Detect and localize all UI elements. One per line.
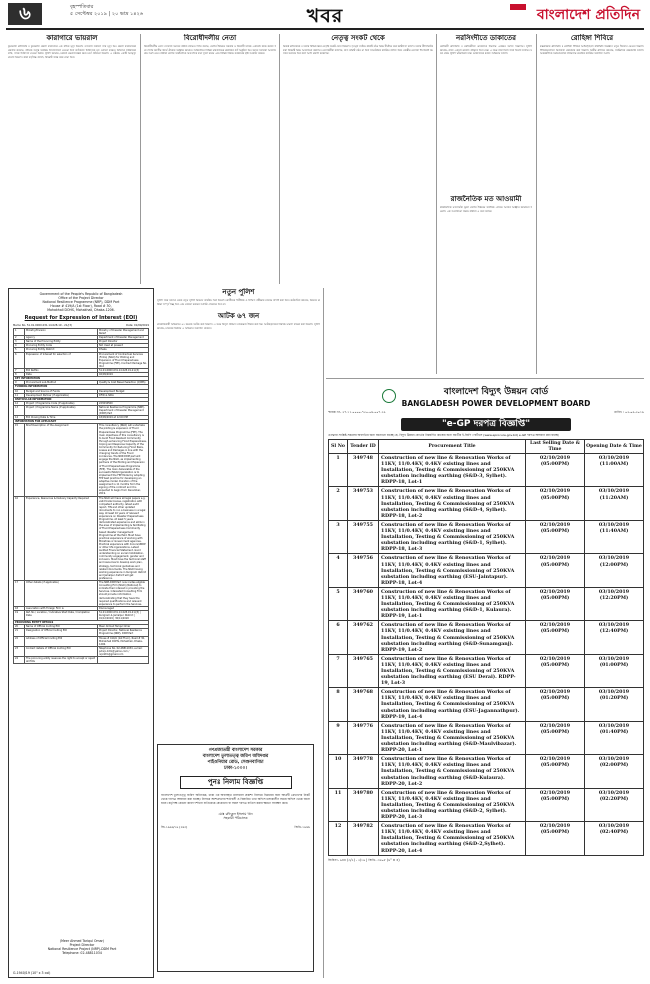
tender-cell-sell: 02/10/2019 (05:00PM) bbox=[526, 688, 585, 721]
tender-cell-id: 349778 bbox=[348, 755, 379, 788]
eoi-row bbox=[14, 657, 149, 664]
eoi-row bbox=[14, 329, 149, 336]
auction-code: জি-১৯৯৬/১৯ (২x৩) bbox=[161, 824, 188, 829]
sign-title: সহকারী পরিচালক bbox=[223, 816, 248, 821]
bpdb-date: তারিখ : ০২-০৯-২০১৯ bbox=[613, 410, 644, 414]
eoi-table bbox=[13, 328, 149, 664]
tender-cell-sl: 8 bbox=[329, 688, 348, 721]
eoi-cell-value: Project Director, National Resilience Programme (NRP), DDM Part bbox=[98, 629, 149, 636]
tender-cell-sl: 6 bbox=[329, 621, 348, 654]
tender-cell-open: 03/10/2019 (11:40AM) bbox=[585, 520, 644, 553]
eoi-cell-no: 12 bbox=[14, 401, 25, 405]
eoi-cell-no: 14 bbox=[14, 416, 25, 420]
eoi-cell-no: 21 bbox=[14, 629, 25, 636]
eoi-cell-value: DFID & SIDA bbox=[98, 393, 149, 397]
col-title: Procurement Title bbox=[379, 440, 526, 454]
eoi-cell-no: 17 bbox=[14, 581, 25, 607]
tender-cell-sl: 7 bbox=[329, 654, 348, 687]
eoi-title: Request for Expression of Interest (EOI) bbox=[24, 315, 138, 321]
egp-banner: "e-GP দরপত্র বিজ্ঞপ্তি" bbox=[401, 418, 571, 431]
newspaper-logo: বাংলাদেশ প্রতিদিন bbox=[536, 7, 640, 23]
eoi-cell-value: Department of Disaster Management bbox=[98, 336, 149, 340]
tender-cell-sl: 12 bbox=[329, 822, 348, 855]
tender-cell-sell: 02/10/2019 (05:00PM) bbox=[526, 487, 585, 520]
eoi-cell-label: Designation of Official Inviting EOI bbox=[25, 629, 98, 636]
eoi-cell-value: Meer Ahmed Tariqul Omar bbox=[98, 625, 149, 629]
article-headline: নতুন পুলিশ bbox=[222, 288, 255, 296]
col-sl: Sl No bbox=[329, 440, 348, 454]
weekday: বৃহস্পতিবার bbox=[70, 4, 94, 10]
article-body: নিজস্ব প্রতিবেদক ॥ দলের বিভিন্ন স্তরে নেতৃত্ব সংকট দেখা দিয়েছে। তৃণমূল পর্যায়ে কমিটি গঠন নিয়ে দীর্ঘদিন ধরে জটিলতা চলছে। দলের নীতিনির্ধারকরা বিষয়টি নিয়ে আলোচনা করছেন। নেতাকর্মীরা বলছেন, দ্রুত কমিটি গঠন না হলে সাংগঠনিক কার্যক্রম ব্যাহত হবে। কেন্দ্রীয় নেতারা শিগগিরই সমস্যার সমাধান হবে বলে আশা প্রকাশ করেছেন। bbox=[283, 45, 433, 56]
eoi-row bbox=[14, 629, 149, 636]
eoi-memo: Memo No. 51.01.0000.031.14.028.19 - 21/(3) bbox=[13, 324, 72, 327]
eoi-gov-line: National Resilience Programme (NRP), DDM Part bbox=[42, 300, 120, 304]
eoi-cell-label: The procuring entity reserves the right to accept or reject all EOIs bbox=[25, 657, 98, 664]
date: ৫ সেপ্টেম্বর ২০১৯ | ২০ ভাদ্র ১৪২৬ bbox=[70, 11, 144, 17]
eoi-cell-value: Discouraged bbox=[98, 606, 149, 610]
eoi-row bbox=[14, 636, 149, 646]
eoi-cell-no: 6 bbox=[14, 352, 25, 368]
eoi-cell-no: 10 bbox=[14, 389, 25, 393]
article-headline: রোহিঙ্গা শিবিরে bbox=[570, 34, 614, 42]
eoi-row bbox=[14, 424, 149, 496]
eoi-header bbox=[13, 292, 149, 312]
eoi-ad-code: G-1940/19 (10" x 3 col) bbox=[13, 971, 51, 975]
article-headline: আটক ৬৭ জন bbox=[217, 312, 260, 321]
eoi-advertisement bbox=[8, 288, 154, 978]
auction-line: গণপ্রজাতন্ত্রী বাংলাদেশ সরকার bbox=[208, 748, 263, 753]
auction-header bbox=[161, 748, 310, 772]
eoi-cell-label: Procuring Entity Code bbox=[25, 344, 98, 348]
column-divider bbox=[140, 34, 141, 284]
eoi-cell-value: Dhaka bbox=[98, 348, 149, 352]
eoi-cell-value: Not Used at present bbox=[98, 344, 149, 348]
article-body: কক্সবাজার প্রতিনিধি ॥ রোহিঙ্গা শিবিরে আইনশৃঙ্খলা পরিস্থিতি নিয়ন্ত্রণে নতুন উদ্যোগ নেওয়া হয়েছে। শিবিরগুলোতে নিরাপত্তা জোরদার করা হয়েছে। স্থানীয় প্রশাসন জানায়, সার্বক্ষণিক নজরদারি চলছে। আন্তর্জাতিক সংস্থাগুলোর সহায়তায় মানবিক কার্যক্রম অব্যাহত আছে। bbox=[540, 45, 644, 56]
eoi-cell-label: PROCURING ENTITY DETAILS bbox=[14, 621, 149, 625]
tender-cell-open: 03/10/2019 (01:40PM) bbox=[585, 721, 644, 754]
eoi-cell-value: Project Director bbox=[98, 340, 149, 344]
bpdb-tender-notice bbox=[328, 384, 644, 978]
article-headline: নেতৃত্ব সংকট থেকে bbox=[331, 34, 385, 42]
eoi-cell-label: Expression of Interest for selection of bbox=[25, 352, 98, 368]
article-body: বিরোধীদলীয় নেতা গতকাল সংসদে বক্তব্য রাখেন। তিনি বলেন, দেশের উন্নয়নে সরকার ও বিরোধী দলকে একসঙ্গে কাজ করতে হবে। তিনি জাতীয় স্বার্থে ঐক্যের আহ্বান জানান। অধিবেশনে বিভিন্ন মন্ত্রণালয়ের প্রশ্নোত্তর পর্ব অনুষ্ঠিত হয়। সংসদ সদস্যরা আলোচনায় অংশ নেন। বক্তারা দেশের অর্থনৈতিক অগ্রগতির কথা তুলে ধরেন এবং বিভিন্ন বিষয়ে সরকারের দৃষ্টি আকর্ষণ করেন। bbox=[144, 45, 276, 56]
eoi-gov-line: Office of the Project Director bbox=[58, 296, 104, 300]
eoi-cell-label: EOI Closing Date & Time bbox=[25, 416, 98, 420]
tender-cell-title: Construction of new line & Renovation Works of 11KV, 11/0.4KV, 0.4KV existing lines and Installation, Testing & Commissioning of 250KVA substation including earthing (S&D-2, Sylhet). RDPP-20, Lot-3 bbox=[379, 788, 526, 821]
tender-cell-sl: 4 bbox=[329, 554, 348, 587]
eoi-cell-label: Budget and Source of Funds bbox=[25, 389, 98, 393]
eoi-cell-no: 22 bbox=[14, 636, 25, 646]
eoi-cell-value: The NRP-DDM Part now invites eligible Consulting Firm (NGO) (National) to indicate their interest in providing the Services. Interested Consulting Firm should provide information demonstrating that they have the required qualifications and relevant experience to perform the Services. bbox=[98, 581, 149, 607]
tender-cell-title: Construction of new line & Renovation Works of 11KV, 11/0.4KV, 0.4KV existing lines and Installation, Testing & Commissioning of 250KVA substation including earthing (S&D-Sunamganj). RDPP-19, Lot-2 bbox=[379, 621, 526, 654]
eoi-cell-value: 18/09/2019 at 12:00 PM bbox=[98, 416, 149, 420]
middle-news-column bbox=[157, 288, 320, 740]
tender-cell-sl: 9 bbox=[329, 721, 348, 754]
eoi-cell-no: 16 bbox=[14, 496, 25, 581]
eoi-cell-value: Development Budget bbox=[98, 389, 149, 393]
section-divider bbox=[326, 378, 644, 379]
eoi-cell-label: EOI Ref.No bbox=[25, 369, 98, 373]
tender-row bbox=[329, 454, 644, 487]
tender-cell-open: 03/10/2019 (12:20PM) bbox=[585, 587, 644, 620]
eoi-cell-no: 7 bbox=[14, 369, 25, 373]
tender-cell-title: Construction of new line & Renovation Works of 11KV, 11/0.4KV, 0.4KV existing lines and Installation, Testing & Commissioning of 250KVA substation including earthing (S&D-1, Kulaura). RDPP-19, Lot-1 bbox=[379, 587, 526, 620]
eoi-cell-value: National Resilience Programme (NRP)-Department of Disaster Management (DDM) Part bbox=[98, 405, 149, 415]
eoi-cell-label: Procurement sub-Method bbox=[25, 381, 98, 385]
tender-cell-open: 03/10/2019 (12:00PM) bbox=[585, 554, 644, 587]
eoi-cell-value bbox=[98, 657, 149, 664]
sign-phone: Telephone: 02-48811034 bbox=[62, 951, 102, 955]
auction-notice bbox=[157, 744, 314, 972]
tender-cell-open: 03/10/2019 (11:00AM) bbox=[585, 454, 644, 487]
article-body: মাদকবিরোধী অভিযানে ৬৭ জনকে আটক করা হয়েছে। এ সময় বিপুল পরিমাণ মাদকদ্রব্য উদ্ধার করা হয়। আটককৃতদের বিরুদ্ধে মামলা দায়ের করা হয়েছে। পুলিশ জানায়, মাদকের বিরুদ্ধে এ অভিযান অব্যাহত থাকবে। bbox=[157, 323, 320, 330]
tender-cell-title: Construction of new line & Renovation Works of 11KV, 11/0.4KV, 0.4KV existing lines and Installation, Testing & Commissioning of 250KVA substation including earthing (S&D-4, Sylhet). RDPP-18, Lot-2 bbox=[379, 487, 526, 520]
col-opening: Opening Date & Time bbox=[585, 440, 644, 454]
eoi-cell-value: Procurement of Contractual Services (Firms) (NGO) for Piloting and Expansion of Flood Preparedness Programme (FPP), Contract Package No. ID-2 bbox=[99, 352, 147, 368]
eoi-cell-label: Association with Foreign Firm is bbox=[25, 606, 98, 610]
tender-cell-sell: 02/10/2019 (05:00PM) bbox=[526, 554, 585, 587]
article-6 bbox=[540, 34, 644, 374]
article-1 bbox=[8, 34, 136, 284]
article-body: পুলিশ সদর দফতর থেকে নতুন পুলিশ নিয়োগ কার্যক্রম শুরু হয়েছে। প্রার্থীদের শারীরিক ও লিখিত পরীক্ষার মাধ্যমে বাছাই করা হবে। কর্মকর্তারা জানান, নিয়োগ প্রক্রিয়া সম্পূর্ণ স্বচ্ছ হবে এবং কোনো ধরনের আর্থিক লেনদেন হবে না। bbox=[157, 299, 320, 306]
eoi-row bbox=[14, 352, 149, 368]
eoi-cell-value: Ministry of Disaster Management and Relief bbox=[98, 329, 149, 336]
tender-cell-title: Construction of new line & Renovation Works of 11KV, 11/0.4KV, 0.4KV existing lines and Installation, Testing & Commissioning of 250KVA substation including earthing (S&D-Maulvibazar). RDPP-20, Lot-1 bbox=[379, 721, 526, 754]
column-divider bbox=[279, 34, 280, 284]
eoi-cell-no: 3 bbox=[14, 340, 25, 344]
tender-cell-open: 03/10/2019 (12:40PM) bbox=[585, 621, 644, 654]
eoi-gov-line: Government of the People's Republic of Bangladesh bbox=[39, 292, 123, 296]
tender-cell-open: 03/10/2019 (02:20PM) bbox=[585, 788, 644, 821]
tender-row bbox=[329, 755, 644, 788]
eoi-cell-label: PARTICULAR INFORMATION bbox=[14, 397, 149, 401]
tender-cell-title: Construction of new line & Renovation Works of 11KV, 11/0.4KV, 0.4KV existing lines and Installation, Testing & Commissioning of 250KVA substation including earthing (ESU Derai). RDPP-19, Lot-3 bbox=[379, 654, 526, 687]
tender-cell-sell: 02/10/2019 (05:00PM) bbox=[526, 454, 585, 487]
eoi-cell-value: The NGO will have all legal papers e.g. valid trade license, registration with competent authority, latest audit report, TIN and other updated documents to run a business in a legal way. At least 10 years of relevant experience on Disaster Preparedness Programme. At least 5 years demonstrated experience and skills in the area of implementing & facilitating of Flood Preparedness Community based disaster management Programme at the field. Must have practical experience of working with Ministries or Government agencies. Practical experience with donors/UNDP or other UN organizations. Latest Audited Financial Statement. Good understanding on social mobilization, community engagement, gender and inclusion. Must have the technical staff and resources to develop work plan, strategy, technical guidelines and related documents. The NGO having working experience in Kurigram district and Jamalpur district will get preference. bbox=[98, 496, 149, 581]
bpdb-title-en: BANGLADESH POWER DEVELOPMENT BOARD bbox=[401, 399, 591, 408]
article-body: চুয়াডাঙ্গা প্রতিনিধি ॥ চুয়াডাঙ্গা জেলা কারাগারে এক বন্দির মৃত্যু হয়েছে। গতকাল সকালে তার মৃত্যু হয়। জেলা কারাগারের জেলার জানান, বন্দিকে অসুস্থ অবস্থায় হাসপাতালে নেওয়া হলে কর্তব্যরত চিকিৎসক মৃত ঘোষণা করেন। নিহতের পরিবারের দাবি, তাকে চিকিৎসা দেওয়া হয়নি। পুলিশ জানায়, মরদেহ ময়নাতদন্তের জন্য মর্গে পাঠানো হয়েছে। এ ঘটনায় একটি অপমৃত্যু মামলা হয়েছে। কারা কর্তৃপক্ষ বলছে, বিষয়টি তদন্ত করে দেখা হবে। bbox=[8, 45, 136, 59]
eoi-cell-label: INFORMATION FOR APPLICANT bbox=[14, 420, 149, 424]
eoi-cell-no: 24 bbox=[14, 657, 25, 664]
tender-cell-sell: 02/10/2019 (05:00PM) bbox=[526, 755, 585, 788]
eoi-cell-label: Address of Official Inviting EOI bbox=[25, 636, 98, 646]
eoi-cell-no: 15 bbox=[14, 424, 25, 496]
tender-cell-sell: 02/10/2019 (05:00PM) bbox=[526, 822, 585, 855]
sign-name: মোঃ রফিকুল ইসলাম খান bbox=[218, 811, 253, 816]
col-tender-id: Tender ID bbox=[348, 440, 379, 454]
tender-cell-id: 349765 bbox=[348, 654, 379, 687]
tender-cell-id: 349776 bbox=[348, 721, 379, 754]
eoi-cell-value: Quality & Cost Based Selection (QCBS) bbox=[98, 381, 149, 385]
eoi-date: Date: 01/09/2019 bbox=[126, 324, 149, 327]
eoi-signature bbox=[19, 939, 145, 955]
eoi-cell-label: Date bbox=[25, 373, 98, 377]
eoi-cell-value: 02/09/2019 bbox=[98, 373, 149, 377]
eoi-cell-label: Name of the Procuring Entity bbox=[25, 340, 98, 344]
eoi-cell-label: Ref. No / Location / Indicative Start Date / Completion Date bbox=[25, 610, 98, 620]
date-block bbox=[70, 4, 143, 18]
eoi-cell-label: Procuring Entity District bbox=[25, 348, 98, 352]
tender-cell-id: 349780 bbox=[348, 788, 379, 821]
tender-cell-open: 03/10/2019 (02:00PM) bbox=[585, 755, 644, 788]
tender-row bbox=[329, 688, 644, 721]
tender-cell-id: 349756 bbox=[348, 554, 379, 587]
tender-cell-sell: 02/10/2019 (05:00PM) bbox=[526, 587, 585, 620]
page-header bbox=[0, 0, 650, 28]
eoi-cell-no: 20 bbox=[14, 625, 25, 629]
column-divider bbox=[323, 288, 324, 978]
eoi-cell-label: Brief Description of the Assignment bbox=[25, 424, 98, 496]
eoi-gov-line: Mohakhali DOHS, Mohakhali, Dhaka-1206. bbox=[47, 308, 115, 312]
bpdb-intro: এতদ্বারা সংশ্লিষ্ট সকলের অবগতির জন্য জানানো যাচ্ছে যে, বিদ্যুৎ উন্নয়ন বোর্ডের নিম্নবর্ণিত কাজের জন্য জাতীয় ই-জিপি পোর্টালে (www.eprocure.gov.bd) e-GP দরপত্র আহবান করা যাচ্ছে। bbox=[328, 433, 560, 437]
eoi-cell-label: Agency bbox=[25, 336, 98, 340]
article-body: রাজনৈতিক মতপার্থক্য ভুলে দেশের উন্নয়নে সবাইকে এগিয়ে আসার আহ্বান জানানো হয়েছে। এক আলোচনা সভায় বক্তারা এ কথা বলেন। bbox=[440, 206, 532, 213]
eoi-cell-no: 18 bbox=[14, 606, 25, 610]
auction-gd: জিডি-১৯৬৬ bbox=[294, 824, 310, 829]
eoi-row bbox=[14, 581, 149, 607]
tender-cell-sl: 1 bbox=[329, 454, 348, 487]
sign-title: Project Director bbox=[69, 943, 95, 947]
logo-mark bbox=[510, 4, 526, 10]
eoi-cell-no: 13 bbox=[14, 405, 25, 415]
eoi-cell-value: Telephone No. 02-48811034, e-mail: pdnrp.ddm@yahoo.com / nrpddm@gmail.com bbox=[98, 646, 149, 656]
eoi-cell-label: Contact details of Official Inviting EOI bbox=[25, 646, 98, 656]
article-headline: বিরোধীদলীয় নেতা bbox=[183, 34, 237, 42]
bpdb-emblem-icon bbox=[382, 389, 396, 403]
tender-row bbox=[329, 788, 644, 821]
tender-cell-title: Construction of new line & Renovation Works of 11KV, 11/0.4KV, 0.4KV existing lines and Installation, Testing & Commissioning of 250KVA substation including earthing (S&D-1, Sylhet). RDPP-18, Lot-3 bbox=[379, 520, 526, 553]
eoi-cell-no: 2 bbox=[14, 336, 25, 340]
tender-cell-id: 349753 bbox=[348, 487, 379, 520]
column-divider bbox=[436, 34, 437, 374]
tender-cell-sl: 5 bbox=[329, 587, 348, 620]
tender-table bbox=[328, 439, 644, 856]
header-rule bbox=[6, 28, 644, 30]
auction-title: পুনঃ নিলাম বিজ্ঞপ্তি bbox=[180, 776, 292, 789]
tender-cell-id: 349755 bbox=[348, 520, 379, 553]
tender-cell-sl: 2 bbox=[329, 487, 348, 520]
eoi-cell-no: 19 bbox=[14, 610, 25, 620]
eoi-cell-no: 4 bbox=[14, 344, 25, 348]
auction-signature bbox=[161, 812, 310, 821]
eoi-row bbox=[14, 405, 149, 415]
tender-cell-title: Construction of new line & Renovation Works of 11KV, 11/0.4KV, 0.4KV existing lines and Installation, Testing & Commissioning of 250KVA substation including earthing (S&D-Kulaura). RDPP-20, Lot-2 bbox=[379, 755, 526, 788]
eoi-cell-no: 11 bbox=[14, 393, 25, 397]
bpdb-header bbox=[328, 384, 644, 408]
eoi-row bbox=[14, 610, 149, 620]
article-headline: নরসিংদীতে ডাকাতের bbox=[456, 34, 516, 42]
tender-row bbox=[329, 587, 644, 620]
eoi-row bbox=[14, 646, 149, 656]
col-last-selling: Last Selling Date & Time bbox=[526, 440, 585, 454]
eoi-cell-label: Other details (if applicable) bbox=[25, 581, 98, 607]
article-2 bbox=[144, 34, 276, 284]
eoi-cell-label: Name of Official Inviting EOI bbox=[25, 625, 98, 629]
tender-cell-sell: 02/10/2019 (05:00PM) bbox=[526, 520, 585, 553]
auction-line: পাইওনিয়ার রোড, সেগুনবাগিচা bbox=[207, 760, 264, 765]
auction-line: ঢাকা-১০০০। bbox=[224, 766, 247, 771]
auction-body: বাংলাদেশ তুলাতত্ত্ব জরিপ অধিদপ্তর, ঢাকা এর অব্যবহৃত মালামাল প্রকাশ্য নিলামে বিক্রয়ের জন্য আগ্রহী ক্রেতাদের নিকট থেকে দরপত্র আহবান করা যাচ্ছে। নিলামে অংশগ্রহণের শর্তাবলী ও বিস্তারিত তথ্য অফিস চলাকালীন সময়ে অফিস থেকে জানা যাবে। কর্তৃপক্ষ কোনো কারণ দর্শানো ব্যতিরেকে যেকোনো বা সকল দরপত্র বাতিল করার ক্ষমতা সংরক্ষণ করে। bbox=[161, 793, 310, 806]
sign-name: (Meer Ahmed Tariqul Omar) bbox=[59, 939, 105, 943]
article-5 bbox=[440, 195, 532, 375]
tender-cell-id: 349768 bbox=[348, 688, 379, 721]
eoi-gov-line: House # 419/A (1st Floor), Road # 30, bbox=[50, 304, 112, 308]
sign-org: National Resilience Project (NRP)-DDM Part bbox=[47, 947, 117, 951]
article-headline: কারাগারে ভায়রাল bbox=[46, 34, 98, 42]
tender-cell-open: 03/10/2019 (11:20AM) bbox=[585, 487, 644, 520]
tender-row bbox=[329, 554, 644, 587]
eoi-row bbox=[14, 496, 149, 581]
bpdb-memo: স্মারক নং- ২৭.১১.০০০০.৭৫০.০৬.০০৭.১৯ bbox=[328, 410, 386, 414]
tender-cell-id: 349762 bbox=[348, 621, 379, 654]
eoi-cell-no: 23 bbox=[14, 646, 25, 656]
eoi-cell-no: 1 bbox=[14, 329, 25, 336]
eoi-cell-label: Experience, Resources & Delivery Capacity Required bbox=[25, 496, 98, 581]
tender-row bbox=[329, 822, 644, 855]
eoi-cell-no: 5 bbox=[14, 348, 25, 352]
tender-cell-open: 03/10/2019 (01:00PM) bbox=[585, 654, 644, 687]
eoi-cell-label: Ministry/Division bbox=[25, 329, 98, 336]
bpdb-title-bn: বাংলাদেশ বিদ্যুৎ উন্নয়ন বোর্ড bbox=[443, 387, 549, 397]
section-title: খবর bbox=[306, 5, 344, 27]
tender-cell-id: 349782 bbox=[348, 822, 379, 855]
tender-cell-sl: 10 bbox=[329, 755, 348, 788]
tender-row bbox=[329, 520, 644, 553]
eoi-cell-no: 9 bbox=[14, 381, 25, 385]
eoi-cell-label: KEY INFORMATION bbox=[14, 377, 149, 381]
eoi-cell-value: House # 419/A (1st Floor), Road # 30, Mohakhali DOHS, Mohakhali, Dhaka-1206. bbox=[98, 636, 149, 646]
tender-row bbox=[329, 487, 644, 520]
auction-line: বাংলাদেশ তুলাতত্ত্ব জরিপ অধিদপ্তর bbox=[202, 754, 269, 759]
tender-cell-id: 349760 bbox=[348, 587, 379, 620]
eoi-cell-label: FUNDING INFORMATION bbox=[14, 385, 149, 389]
tender-cell-title: Construction of new line & Renovation Works of 11KV, 11/0.4KV, 0.4KV existing lines and Installation, Testing & Commissioning of 250KVA substation including earthing (S&D-3, Sylhet). RDPP-18, Lot-1 bbox=[379, 454, 526, 487]
bpdb-memo-row bbox=[328, 410, 644, 416]
tender-cell-sl: 3 bbox=[329, 520, 348, 553]
article-body: নরসিংদী প্রতিনিধি ॥ নরসিংদীতে ডাকাতের হামলায় একজন আহত হয়েছেন। পুলিশ জানায়, রাতে একদল ডাকাত বাড়িতে হানা দেয়। এ সময় বাধা দিলে তারা হামলা চালায়। খবর পেয়ে পুলিশ ঘটনাস্থলে যায়। ডাকাতদের ধরতে অভিযান চলছে। bbox=[440, 45, 532, 56]
auction-codes bbox=[161, 825, 310, 831]
tender-cell-sl: 11 bbox=[329, 788, 348, 821]
tender-cell-title: Construction of new line & Renovation Works of 11KV, 11/0.4KV, 0.4KV existing lines and Installation, Testing & Commissioning of 250KVA substation including earthing (S&D-2,Sylhet). RDPP-20, Lot-4 bbox=[379, 822, 526, 855]
page-number: ৬ bbox=[8, 3, 42, 25]
tender-cell-title: Construction of new line & Renovation Works of 11KV, 11/0.4KV, 0.4KV existing lines and Installation, Testing & Commissioning of 250KVA substation including earthing (ESU-Jaintapur). RDPP-18, Lot-4 bbox=[379, 554, 526, 587]
bpdb-footer: জিবিনং- ৯৪৪ (৩/২) - ২/১৯ | জিডি- ৩৬০৮ (৬" × ৪) bbox=[328, 857, 400, 862]
tender-cell-open: 03/10/2019 (02:40PM) bbox=[585, 822, 644, 855]
eoi-cell-label: Project / Programme Name (If applicable) bbox=[25, 405, 98, 415]
tender-row bbox=[329, 621, 644, 654]
eoi-cell-label: Project / Programme Code (If applicable) bbox=[25, 401, 98, 405]
eoi-cell-no: 8 bbox=[14, 373, 25, 377]
column-divider bbox=[536, 34, 537, 374]
eoi-cell-value: 51.01.0000.031.14.028.19-21/(3) | Kurigram & Jamalpur District | 01/12/2019 | 30/11/2020 bbox=[98, 610, 149, 620]
tender-cell-open: 03/10/2019 (01:20PM) bbox=[585, 688, 644, 721]
eoi-cell-label: Development Partner (If applicable) bbox=[25, 393, 98, 397]
eoi-cell-value: 223034500 bbox=[98, 401, 149, 405]
tender-row bbox=[329, 654, 644, 687]
eoi-cell-value: 51.01.0000.031.14.028.19-21/(3) bbox=[98, 369, 149, 373]
tender-cell-sell: 02/10/2019 (05:00PM) bbox=[526, 788, 585, 821]
tender-cell-title: Construction of new line & Renovation Works of 11KV, 11/0.4KV, 0.4KV existing lines and Installation, Testing & Commissioning of 250KVA substation including earthing (ESU-Jagannathpur). RDPP-19, Lot-4 bbox=[379, 688, 526, 721]
tender-cell-id: 349748 bbox=[348, 454, 379, 487]
article-4 bbox=[440, 34, 532, 184]
eoi-cell-value: This consultancy (NGO) will undertake the piloting & expansion of Flood Preparedness Programme (FPP). The main objectives of this consultancy is to build Flood Resilient Community through enhancing Flood Preparedness, Coping and Response Capacity of the Community for Reducing Flood Risks, Losses and Damages in line with the changing trends of the Flood incidences. The NRP-DDM part will engage the NGO, as implementing partners of the Piloting and Expansion of Flood Preparedness Programme (FPP). The main deliverable of the successful NGO/organization is to implement the FPP Model by adopting FPP best practice for developing an adaptive model. Duration of the assignment is 11 months from the signing of the contract and it is expected to begin from December, 2019. bbox=[99, 424, 147, 496]
article-headline: রাজনৈতিক মত আওয়ামী bbox=[450, 195, 522, 203]
tender-cell-sell: 02/10/2019 (05:00PM) bbox=[526, 654, 585, 687]
tender-row bbox=[329, 721, 644, 754]
tender-cell-sell: 02/10/2019 (05:00PM) bbox=[526, 721, 585, 754]
tender-cell-sell: 02/10/2019 (05:00PM) bbox=[526, 621, 585, 654]
